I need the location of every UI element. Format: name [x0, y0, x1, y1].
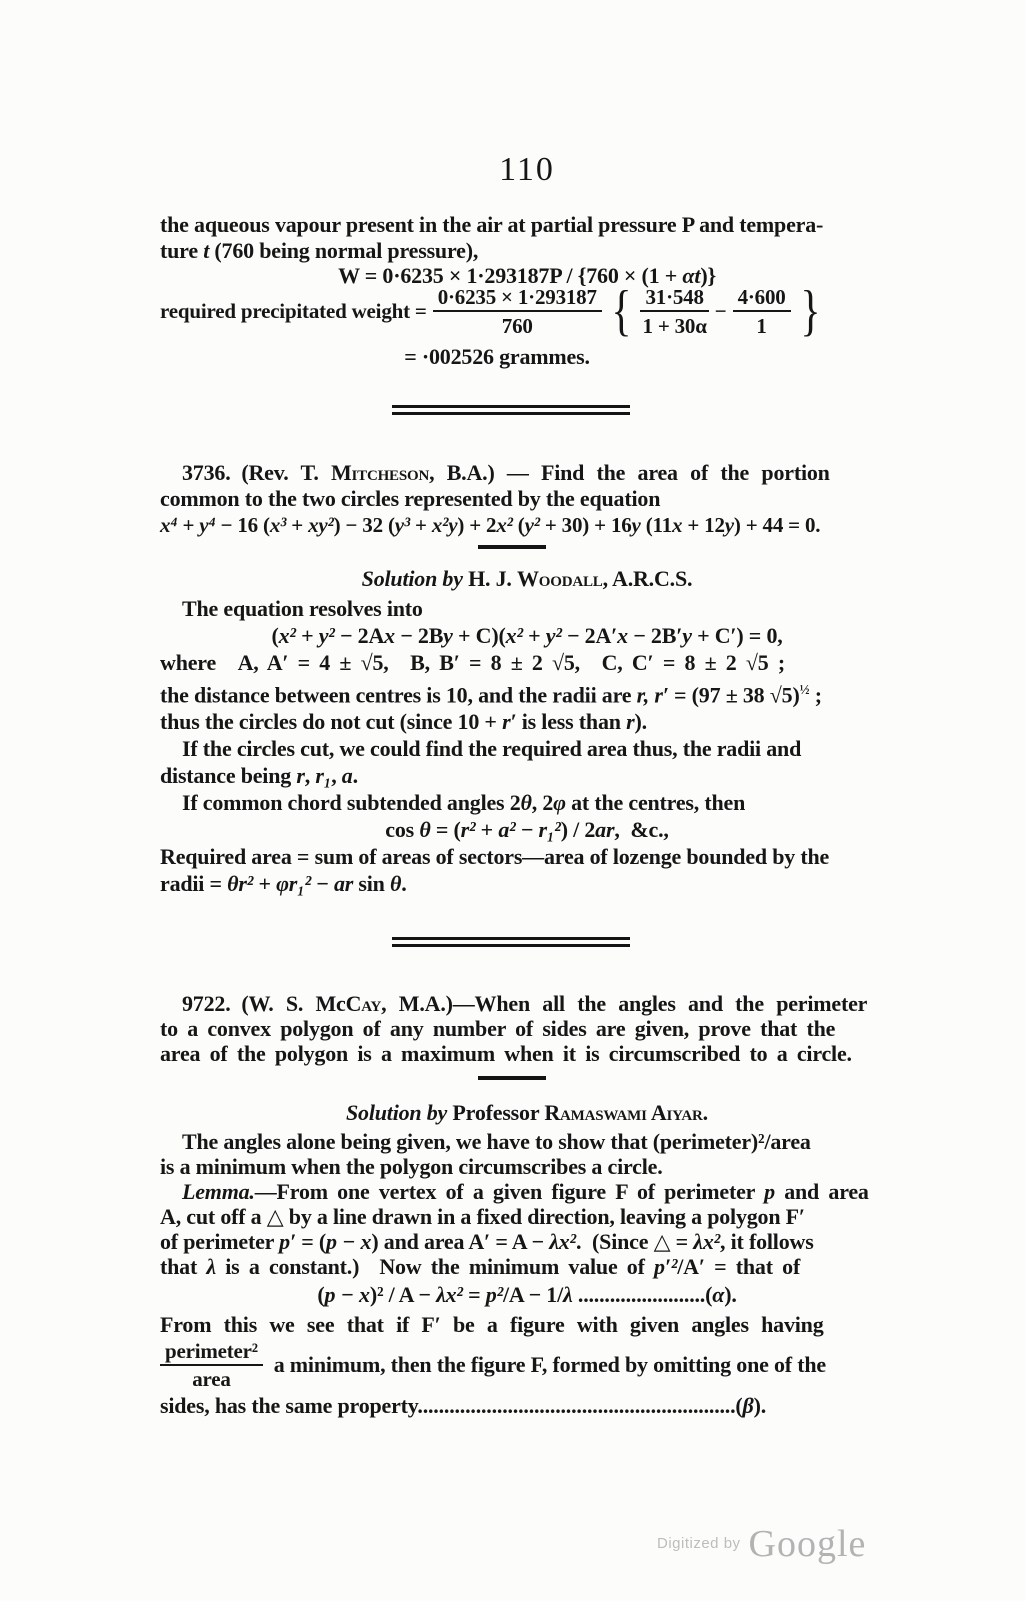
text-run: + — [522, 623, 546, 648]
text-run: + — [295, 623, 319, 648]
text-run: ) − 32 ( — [333, 513, 395, 537]
text-run: t — [203, 238, 210, 263]
text-line — [160, 676, 894, 708]
text-run: is less than — [516, 709, 627, 735]
problem-3736 — [160, 460, 894, 538]
text-run: , — [304, 763, 316, 789]
text-run: y⁴ — [199, 513, 216, 537]
continued-solution-paragraph — [160, 212, 894, 264]
text-run: x — [617, 623, 628, 648]
text-run: , M.A.)—When all the angles and the perimeter — [381, 991, 868, 1017]
text-run: r, r′ — [636, 682, 669, 708]
text-run: The equation resolves into — [182, 596, 423, 621]
fraction — [640, 285, 708, 338]
text-run: + C)( — [452, 623, 506, 648]
fraction-denominator: 1 — [756, 313, 767, 338]
text-run: . — [702, 1100, 708, 1126]
text-run: x² — [505, 623, 523, 648]
text-run: (760 being normal pressure), — [209, 238, 479, 263]
text-run: a² — [498, 817, 516, 843]
text-run: is a minimum when the polygon circumscribes a circle. — [160, 1154, 663, 1180]
text-run: + — [253, 871, 277, 897]
solution-heading — [160, 1100, 894, 1126]
equation-result-line: = ·002526 grammes. — [404, 344, 590, 369]
text-run: is a constant.) Now the minimum value of — [215, 1254, 655, 1280]
text-run: ; — [809, 682, 822, 708]
text-line — [160, 595, 894, 622]
text-run: . — [352, 763, 358, 789]
problem-line — [160, 486, 894, 512]
text-line — [160, 1204, 894, 1229]
text-run: to a convex polygon of any number of sides are given, prove that the — [160, 1016, 836, 1042]
text-run: ........................( — [572, 1282, 713, 1308]
text-run: Solution by — [346, 1100, 448, 1126]
text-run: distance being — [160, 763, 297, 789]
text-run: φ — [553, 790, 566, 816]
text-run: y — [724, 513, 734, 537]
text-run: sides, has the same property............................................................( — [160, 1393, 743, 1419]
text-run: ( — [317, 1282, 325, 1308]
text-run: 3736. — [182, 460, 231, 485]
text-run: λx² — [693, 1229, 721, 1255]
text-line — [160, 789, 894, 816]
text-run: p − x — [326, 1229, 372, 1255]
text-run: φr₁² — [276, 871, 311, 897]
section-divider — [392, 937, 630, 947]
text-run: —From one vertex of a given figure F of perimeter — [254, 1179, 765, 1205]
text-run: + — [177, 513, 200, 537]
minus-sign: − — [714, 299, 727, 323]
text-run: (Rev. T. — [230, 460, 331, 485]
text-run: 9722. — [182, 991, 231, 1017]
text-line — [160, 843, 894, 870]
text-line — [160, 238, 894, 264]
text-run: + — [475, 817, 499, 843]
text-run: − 2B′ — [627, 623, 683, 648]
text-run: ). — [634, 709, 647, 735]
equation-line — [160, 512, 894, 538]
text-run: = — [462, 1282, 486, 1308]
text-run: of perimeter — [160, 1229, 280, 1255]
text-run: x — [671, 513, 683, 537]
text-run: the distance between centres is 10, and the radii are — [160, 682, 637, 708]
text-run: y — [443, 623, 453, 648]
text-run: θ — [390, 871, 402, 897]
fraction-denominator: 1 + 30α — [642, 313, 707, 338]
text-run: ture — [160, 238, 204, 263]
text-run: a — [341, 763, 353, 789]
text-run: , — [331, 763, 342, 789]
text-line — [160, 212, 894, 238]
text-line — [160, 1229, 894, 1254]
fraction-denominator: 760 — [501, 313, 533, 338]
text-run: p² — [485, 1282, 503, 1308]
text-run: , A.R.C.S. — [602, 566, 693, 591]
right-brace: } — [799, 280, 820, 342]
text-run: /A − 1/ — [502, 1282, 564, 1308]
equation-line — [160, 622, 894, 649]
text-run: ) and area A′ = A − — [371, 1229, 550, 1255]
text-run: r₁² — [538, 817, 561, 843]
text-run: ) + 44 = 0. — [733, 513, 821, 537]
text-run: x² — [496, 513, 513, 537]
text-run: − 2B — [394, 623, 444, 648]
text-run: y — [682, 623, 692, 648]
text-line — [160, 1254, 894, 1279]
text-run: − — [515, 817, 539, 843]
text-run: ) + 2 — [457, 513, 497, 537]
text-run: common to the two circles represented by the equation — [160, 486, 661, 511]
fraction — [160, 1340, 263, 1391]
text-run: θr² — [227, 871, 254, 897]
problem-line — [160, 460, 894, 486]
text-run: ½ — [799, 682, 810, 697]
text-run: radii = — [160, 871, 228, 897]
text-run: If common chord subtended angles 2 — [182, 790, 521, 816]
text-run: + 12 — [682, 513, 725, 537]
text-run: xy² — [308, 513, 334, 537]
text-line-with-fraction — [160, 1337, 894, 1393]
problem-line — [160, 1016, 894, 1041]
text-line — [160, 708, 894, 735]
text-run: . — [401, 871, 407, 897]
text-run: cos — [385, 817, 420, 843]
text-run: p − x — [324, 1282, 370, 1308]
text-run: − 2A′ — [561, 623, 618, 648]
text-run: λ — [563, 1282, 573, 1308]
text-run: = (97 ± 38 √5) — [668, 682, 800, 708]
left-brace: { — [611, 280, 632, 342]
short-divider — [478, 1076, 546, 1080]
text-run: a minimum, then the figure F, formed by omitting one of the — [262, 1352, 826, 1378]
text-run: Lemma. — [182, 1179, 255, 1205]
text-run: y² — [524, 513, 540, 537]
text-run: , &c., — [614, 817, 669, 843]
text-run: y² — [545, 623, 562, 648]
text-run: β — [742, 1393, 754, 1419]
text-run: y — [631, 513, 641, 537]
text-run: x² — [278, 623, 296, 648]
solution-3736-body — [160, 595, 894, 897]
problem-9722 — [160, 991, 894, 1066]
text-run: , it follows — [720, 1229, 814, 1255]
text-run: thus the circles do not cut (since 10 + — [160, 709, 503, 735]
page-column — [160, 0, 894, 1419]
text-line — [160, 1393, 894, 1419]
text-run: − 2A — [334, 623, 385, 648]
equation-line — [160, 816, 894, 843]
text-run: From this we see that if F′ be a figure with given angles having — [160, 1312, 824, 1338]
text-run: that — [160, 1254, 207, 1280]
text-run: Woodall — [517, 566, 603, 591]
text-run: Ramaswami Aiyar — [544, 1100, 703, 1126]
equation-line — [160, 1282, 894, 1308]
text-run: Mitcheson — [330, 460, 430, 485]
fraction-numerator: 0·6235 × 1·293187 — [433, 285, 602, 312]
text-run: , B.A.) — Find the area of the portion — [429, 460, 830, 485]
digitized-by-watermark — [657, 1522, 866, 1566]
text-run: y³ — [394, 513, 410, 537]
text-run: x⁴ — [160, 513, 178, 537]
text-run: y² — [318, 623, 335, 648]
text-run: the aqueous vapour present in the air at partial pressure P and tempera- — [160, 212, 824, 237]
google-logo: Google — [748, 1523, 867, 1565]
text-run: area of the polygon is a maximum when it is circumscribed to a circle. — [160, 1041, 852, 1067]
text-run: λ — [206, 1254, 216, 1280]
text-run: /A′ = that of — [677, 1254, 801, 1280]
text-run: sin — [353, 871, 391, 897]
text-line — [160, 735, 894, 762]
section-divider — [392, 405, 630, 415]
text-run: )} — [700, 263, 716, 288]
fraction-numerator: 4·600 — [733, 285, 791, 312]
text-run: . (Since △ = — [575, 1229, 694, 1255]
text-line — [160, 762, 894, 789]
text-run: Required area = sum of areas of sectors—area of lozenge bounded by the — [160, 844, 830, 870]
text-run: , 2 — [531, 790, 554, 816]
text-run: at the centres, then — [565, 790, 746, 816]
text-run: (W. S. Mc — [230, 991, 346, 1017]
text-run: θ — [520, 790, 532, 816]
page-number: 110 — [499, 151, 555, 188]
text-run: Solution by — [361, 566, 463, 591]
equation-label: required precipitated weight = — [160, 299, 427, 323]
text-run: p — [764, 1179, 775, 1205]
text-run: ). — [724, 1282, 737, 1308]
text-run: (11 — [640, 513, 672, 537]
solution-9722-body — [160, 1129, 894, 1279]
text-run: A, cut off a △ by a line drawn in a fixed direction, leaving a polygon F′ — [160, 1204, 805, 1230]
text-run: x³ — [269, 513, 287, 537]
text-run: r₁ — [315, 763, 332, 789]
fraction-numerator: 31·548 — [640, 285, 708, 312]
fraction-numerator: perimeter² — [160, 1340, 263, 1366]
text-line — [160, 1129, 894, 1154]
text-run: )² / A − — [369, 1282, 437, 1308]
text-run: + C′) = 0, — [691, 623, 783, 648]
text-run: W = 0·6235 × 1·293187P / {760 × (1 + — [338, 263, 683, 288]
text-run: αt — [682, 263, 701, 288]
text-line — [160, 870, 894, 897]
text-run: = ( — [430, 817, 461, 843]
text-run — [263, 1352, 826, 1378]
text-line — [160, 1154, 894, 1179]
text-run: r′ — [502, 709, 517, 735]
text-run: ( — [512, 513, 525, 537]
text-line — [160, 1312, 894, 1337]
text-run: ). — [753, 1393, 767, 1419]
text-run: x²y — [431, 513, 458, 537]
text-run: p′ — [279, 1229, 296, 1255]
text-run: Cay — [345, 991, 382, 1017]
text-run: α — [712, 1282, 725, 1308]
text-run: + — [409, 513, 432, 537]
text-line — [160, 1179, 894, 1204]
text-run: − 16 ( — [215, 513, 270, 537]
solution-heading — [160, 566, 894, 592]
fraction — [733, 285, 791, 338]
text-run: λx² — [549, 1229, 576, 1255]
text-run: Professor — [447, 1100, 545, 1126]
fraction-denominator: area — [192, 1366, 231, 1391]
text-run: θ — [419, 817, 431, 843]
equation-fraction-row — [160, 280, 894, 342]
text-run: r² — [460, 817, 476, 843]
text-run: − — [311, 871, 334, 897]
text-run: + — [286, 513, 309, 537]
text-run: The angles alone being given, we have to show that (perimeter)²/area — [182, 1129, 811, 1155]
digitized-by-label: Digitized by — [657, 1535, 741, 1552]
short-divider — [478, 545, 546, 549]
text-run: ) / 2 — [560, 817, 596, 843]
text-run: and area — [774, 1179, 869, 1205]
text-run: = ( — [295, 1229, 327, 1255]
text-run: x — [384, 623, 395, 648]
problem-line — [160, 991, 894, 1016]
text-run: ( — [271, 623, 279, 648]
text-run: ar — [333, 871, 354, 897]
text-run: where A, A′ = 4 ± √5, B, B′ = 8 ± 2 √5, C, C′ = 8 ± 2 √5 ; — [160, 650, 785, 675]
fraction — [433, 285, 602, 338]
text-run: λx² — [436, 1282, 463, 1308]
problem-line — [160, 1041, 894, 1066]
text-run: If the circles cut, we could find the required area thus, the radii and — [182, 736, 802, 762]
text-run: + 30) + 16 — [539, 513, 632, 537]
text-line — [160, 649, 894, 676]
text-run: H. J. — [462, 566, 517, 591]
text-run: r — [626, 709, 635, 735]
text-run: p′² — [654, 1254, 678, 1280]
text-run: ar — [595, 817, 615, 843]
text-run: r — [296, 763, 305, 789]
